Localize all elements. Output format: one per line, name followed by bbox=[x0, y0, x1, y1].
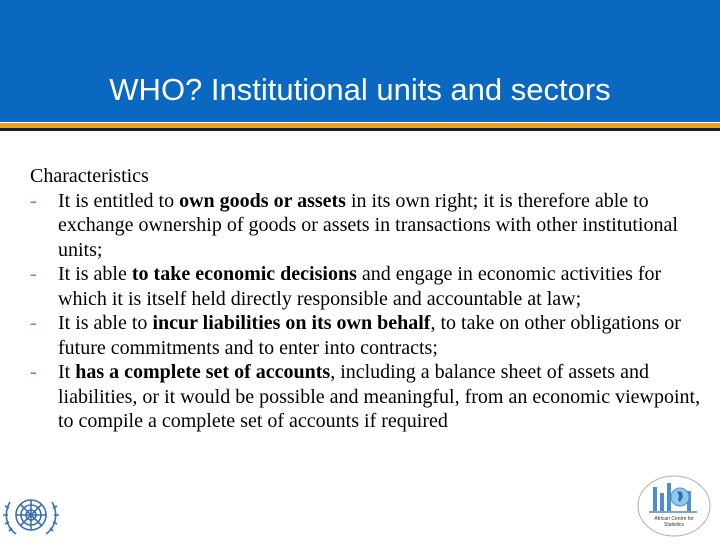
bullet-dash: - bbox=[30, 263, 37, 285]
bullet-item bbox=[30, 189, 702, 263]
bullet-text: and engage in economic activities for which it is itself held directly responsible and accountable at law; bbox=[58, 263, 662, 310]
bullet-text: It is able to bbox=[58, 312, 153, 334]
bullet-text: It bbox=[58, 361, 76, 383]
bullet-text: , to take on other obligations or future commitments and to enter into contracts; bbox=[58, 312, 681, 359]
bullet-list bbox=[30, 189, 702, 434]
bullet-text: It is entitled to bbox=[58, 189, 180, 212]
slide-title: WHO? Institutional units and sectors bbox=[109, 72, 611, 107]
un-emblem-icon bbox=[0, 482, 64, 540]
bullet-text: in its own right; it is therefore able to exchange ownership of goods or assets in transactions with other institutional units; bbox=[58, 189, 678, 261]
bullet-text: It is able bbox=[58, 263, 132, 285]
afr-logo-caption-line1: African Centre for bbox=[654, 516, 694, 522]
divider-rule bbox=[0, 128, 720, 131]
bullet-dash: - bbox=[30, 312, 37, 334]
bullet-dash: - bbox=[30, 361, 37, 383]
afr-logo-caption-line2: Statistics bbox=[663, 522, 685, 528]
slide-body bbox=[30, 164, 702, 434]
bullet-emphasis: incur liabilities on its own behalf bbox=[152, 312, 431, 334]
bullet-dash: - bbox=[30, 189, 37, 212]
bullet-item bbox=[30, 262, 702, 311]
bullet-emphasis: own goods or assets bbox=[179, 189, 346, 212]
bullet-emphasis: has a complete set of accounts bbox=[75, 361, 331, 383]
african-centre-for-statistics-logo-icon bbox=[637, 475, 711, 537]
title-bar bbox=[0, 0, 720, 122]
bullet-text: , including a balance sheet of assets and liabilities, or it would be possible and meaningful, from an economic viewpoint, to compile a complete set of accounts if required bbox=[58, 361, 701, 432]
bullet-item bbox=[30, 360, 702, 434]
section-heading: Characteristics bbox=[30, 165, 149, 187]
bullet-emphasis: to take economic decisions bbox=[131, 263, 357, 285]
bullet-item bbox=[30, 311, 702, 360]
